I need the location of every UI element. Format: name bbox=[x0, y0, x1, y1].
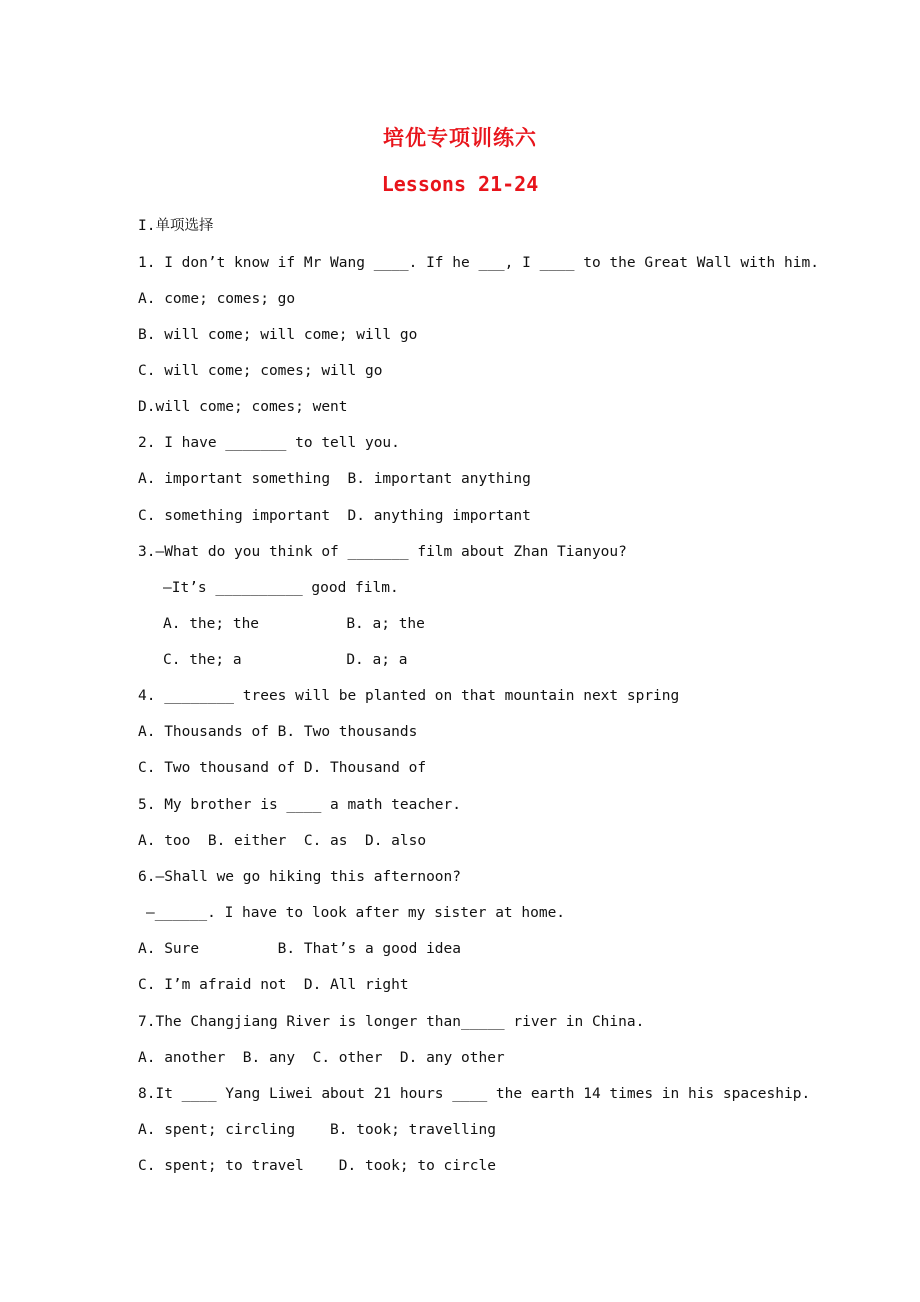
option-line: A. Sure B. That’s a good idea bbox=[138, 941, 462, 957]
option-line: C. will come; comes; will go bbox=[138, 363, 383, 379]
option-line: C. Two thousand of D. Thousand of bbox=[138, 760, 427, 776]
option-line: B. will come; will come; will go bbox=[138, 327, 418, 343]
page-subtitle: Lessons 21-24 bbox=[381, 172, 539, 196]
question-8: 8.It ____ Yang Liwei about 21 hours ____ the earth 14 times in his spaceship. bbox=[138, 1086, 811, 1102]
option-line: C. something important D. anything important bbox=[138, 508, 531, 524]
question-6: 6.—Shall we go hiking this afternoon? bbox=[138, 869, 462, 885]
question-5: 5. My brother is ____ a math teacher. bbox=[138, 797, 462, 813]
section-heading: I.单项选择 bbox=[138, 218, 214, 234]
option-line: A. spent; circling B. took; travelling bbox=[138, 1122, 496, 1138]
dialogue-line: —______. I have to look after my sister at home. bbox=[146, 905, 566, 921]
page-title: 培优专项训练六 bbox=[383, 126, 537, 150]
option-line: A. Thousands of B. Two thousands bbox=[138, 724, 418, 740]
question-3: 3.—What do you think of _______ film about Zhan Tianyou? bbox=[138, 544, 627, 560]
option-line: A. important something B. important anything bbox=[138, 471, 531, 487]
option-line: C. the; a D. a; a bbox=[163, 652, 408, 668]
dialogue-line: —It’s __________ good film. bbox=[163, 580, 399, 596]
option-line: A. another B. any C. other D. any other bbox=[138, 1050, 505, 1066]
question-2: 2. I have _______ to tell you. bbox=[138, 435, 400, 451]
option-line: C. I’m afraid not D. All right bbox=[138, 977, 409, 993]
option-line: A. too B. either C. as D. also bbox=[138, 833, 427, 849]
question-7: 7.The Changjiang River is longer than_____ river in China. bbox=[138, 1014, 645, 1030]
option-line: A. the; the B. a; the bbox=[163, 616, 425, 632]
question-4: 4. ________ trees will be planted on that mountain next spring bbox=[138, 688, 680, 704]
question-1: 1. I don’t know if Mr Wang ____. If he ___, I ____ to the Great Wall with him. bbox=[138, 255, 819, 271]
option-line: A. come; comes; go bbox=[138, 291, 296, 307]
option-line: C. spent; to travel D. took; to circle bbox=[138, 1158, 496, 1174]
option-line: D.will come; comes; went bbox=[138, 399, 348, 415]
